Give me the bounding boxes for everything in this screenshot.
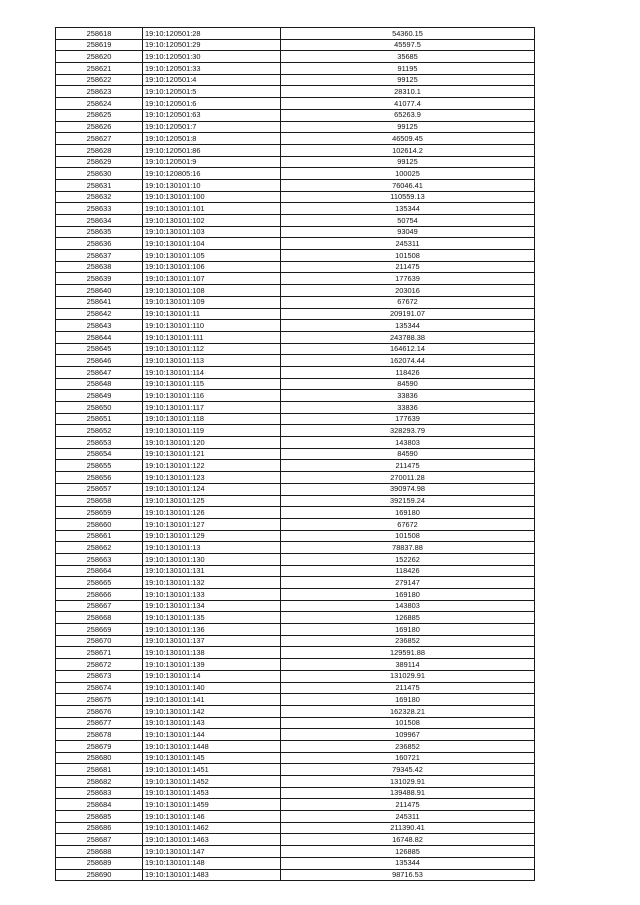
value-cell: 126885 <box>281 846 535 858</box>
row-id-cell: 258643 <box>56 320 143 332</box>
cadastral-number-cell: 19:10:120501:6 <box>143 98 281 110</box>
row-id-cell: 258660 <box>56 518 143 530</box>
value-cell: 177639 <box>281 413 535 425</box>
table-row <box>56 179 535 191</box>
cadastral-number-cell: 19:10:130101:107 <box>143 273 281 285</box>
data-table <box>55 27 535 881</box>
cadastral-number-cell: 19:10:130101:10 <box>143 179 281 191</box>
row-id-cell: 258653 <box>56 437 143 449</box>
row-id-cell: 258688 <box>56 846 143 858</box>
row-id-cell: 258683 <box>56 787 143 799</box>
table-row <box>56 250 535 262</box>
value-cell: 162074.44 <box>281 355 535 367</box>
table-row <box>56 857 535 869</box>
cadastral-number-cell: 19:10:130101:126 <box>143 507 281 519</box>
value-cell: 67672 <box>281 296 535 308</box>
table-row <box>56 203 535 215</box>
value-cell: 84590 <box>281 378 535 390</box>
value-cell: 169180 <box>281 507 535 519</box>
row-id-cell: 258675 <box>56 694 143 706</box>
value-cell: 211475 <box>281 682 535 694</box>
table-row <box>56 518 535 530</box>
row-id-cell: 258681 <box>56 764 143 776</box>
cadastral-number-cell: 19:10:130101:124 <box>143 483 281 495</box>
value-cell: 135344 <box>281 857 535 869</box>
cadastral-number-cell: 19:10:130101:104 <box>143 238 281 250</box>
table-row <box>56 635 535 647</box>
value-cell: 67672 <box>281 518 535 530</box>
value-cell: 100025 <box>281 168 535 180</box>
cadastral-number-cell: 19:10:130101:110 <box>143 320 281 332</box>
value-cell: 328293.79 <box>281 425 535 437</box>
value-cell: 169180 <box>281 624 535 636</box>
table-row <box>56 437 535 449</box>
row-id-cell: 258657 <box>56 483 143 495</box>
table-row <box>56 109 535 121</box>
table-row <box>56 495 535 507</box>
cadastral-number-cell: 19:10:120501:86 <box>143 144 281 156</box>
value-cell: 78837.88 <box>281 542 535 554</box>
cadastral-number-cell: 19:10:120501:30 <box>143 51 281 63</box>
table-row <box>56 402 535 414</box>
cadastral-number-cell: 19:10:120501:5 <box>143 86 281 98</box>
value-cell: 102614.2 <box>281 144 535 156</box>
cadastral-number-cell: 19:10:130101:114 <box>143 366 281 378</box>
cadastral-number-cell: 19:10:130101:125 <box>143 495 281 507</box>
cadastral-number-cell: 19:10:130101:139 <box>143 659 281 671</box>
table-row <box>56 729 535 741</box>
table-row <box>56 413 535 425</box>
value-cell: 169180 <box>281 694 535 706</box>
row-id-cell: 258618 <box>56 28 143 40</box>
cadastral-number-cell: 19:10:130101:145 <box>143 752 281 764</box>
value-cell: 101508 <box>281 530 535 542</box>
cadastral-number-cell: 19:10:130101:14 <box>143 670 281 682</box>
cadastral-number-cell: 19:10:120501:9 <box>143 156 281 168</box>
table-row <box>56 215 535 227</box>
cadastral-number-cell: 19:10:130101:118 <box>143 413 281 425</box>
value-cell: 28310.1 <box>281 86 535 98</box>
row-id-cell: 258638 <box>56 261 143 273</box>
cadastral-number-cell: 19:10:130101:138 <box>143 647 281 659</box>
cadastral-number-cell: 19:10:130101:1451 <box>143 764 281 776</box>
value-cell: 33836 <box>281 390 535 402</box>
row-id-cell: 258652 <box>56 425 143 437</box>
row-id-cell: 258679 <box>56 740 143 752</box>
cadastral-number-cell: 19:10:130101:102 <box>143 215 281 227</box>
row-id-cell: 258654 <box>56 448 143 460</box>
row-id-cell: 258622 <box>56 74 143 86</box>
value-cell: 152262 <box>281 553 535 565</box>
value-cell: 91195 <box>281 63 535 75</box>
cadastral-number-cell: 19:10:130101:1452 <box>143 776 281 788</box>
row-id-cell: 258686 <box>56 822 143 834</box>
table-row <box>56 226 535 238</box>
value-cell: 211475 <box>281 261 535 273</box>
table-row <box>56 144 535 156</box>
cadastral-number-cell: 19:10:130101:11 <box>143 308 281 320</box>
cadastral-number-cell: 19:10:130101:121 <box>143 448 281 460</box>
value-cell: 65263.9 <box>281 109 535 121</box>
row-id-cell: 258647 <box>56 366 143 378</box>
row-id-cell: 258659 <box>56 507 143 519</box>
cadastral-number-cell: 19:10:130101:122 <box>143 460 281 472</box>
table-row <box>56 530 535 542</box>
cadastral-number-cell: 19:10:130101:134 <box>143 600 281 612</box>
value-cell: 139488.91 <box>281 787 535 799</box>
row-id-cell: 258650 <box>56 402 143 414</box>
cadastral-number-cell: 19:10:130101:101 <box>143 203 281 215</box>
value-cell: 211390.41 <box>281 822 535 834</box>
table-row <box>56 483 535 495</box>
value-cell: 45597.5 <box>281 39 535 51</box>
row-id-cell: 258649 <box>56 390 143 402</box>
table-row <box>56 86 535 98</box>
cadastral-number-cell: 19:10:130101:142 <box>143 705 281 717</box>
row-id-cell: 258666 <box>56 589 143 601</box>
row-id-cell: 258667 <box>56 600 143 612</box>
value-cell: 164612.14 <box>281 343 535 355</box>
table-row <box>56 168 535 180</box>
table-row <box>56 191 535 203</box>
table-row <box>56 670 535 682</box>
value-cell: 50754 <box>281 215 535 227</box>
table-row <box>56 355 535 367</box>
value-cell: 99125 <box>281 121 535 133</box>
row-id-cell: 258658 <box>56 495 143 507</box>
cadastral-number-cell: 19:10:130101:116 <box>143 390 281 402</box>
value-cell: 160721 <box>281 752 535 764</box>
row-id-cell: 258639 <box>56 273 143 285</box>
cadastral-number-cell: 19:10:130101:108 <box>143 285 281 297</box>
row-id-cell: 258640 <box>56 285 143 297</box>
cadastral-number-cell: 19:10:120501:28 <box>143 28 281 40</box>
value-cell: 84590 <box>281 448 535 460</box>
row-id-cell: 258634 <box>56 215 143 227</box>
table-row <box>56 740 535 752</box>
table-row <box>56 39 535 51</box>
row-id-cell: 258632 <box>56 191 143 203</box>
row-id-cell: 258655 <box>56 460 143 472</box>
row-id-cell: 258636 <box>56 238 143 250</box>
value-cell: 392159.24 <box>281 495 535 507</box>
cadastral-number-cell: 19:10:130101:1453 <box>143 787 281 799</box>
value-cell: 126885 <box>281 612 535 624</box>
value-cell: 16748.82 <box>281 834 535 846</box>
row-id-cell: 258656 <box>56 472 143 484</box>
value-cell: 245311 <box>281 811 535 823</box>
cadastral-number-cell: 19:10:130101:132 <box>143 577 281 589</box>
row-id-cell: 258661 <box>56 530 143 542</box>
row-id-cell: 258637 <box>56 250 143 262</box>
cadastral-number-cell: 19:10:130101:105 <box>143 250 281 262</box>
cadastral-number-cell: 19:10:130101:1483 <box>143 869 281 881</box>
row-id-cell: 258651 <box>56 413 143 425</box>
cadastral-number-cell: 19:10:130101:146 <box>143 811 281 823</box>
cadastral-number-cell: 19:10:120501:33 <box>143 63 281 75</box>
cadastral-number-cell: 19:10:120501:7 <box>143 121 281 133</box>
row-id-cell: 258630 <box>56 168 143 180</box>
cadastral-number-cell: 19:10:130101:112 <box>143 343 281 355</box>
cadastral-number-cell: 19:10:130101:148 <box>143 857 281 869</box>
table-row <box>56 296 535 308</box>
table-row <box>56 577 535 589</box>
table-row <box>56 624 535 636</box>
value-cell: 236852 <box>281 740 535 752</box>
value-cell: 99125 <box>281 74 535 86</box>
table-row <box>56 366 535 378</box>
row-id-cell: 258687 <box>56 834 143 846</box>
value-cell: 101508 <box>281 717 535 729</box>
value-cell: 76046.41 <box>281 179 535 191</box>
table-row <box>56 390 535 402</box>
row-id-cell: 258646 <box>56 355 143 367</box>
value-cell: 143803 <box>281 437 535 449</box>
table-row <box>56 694 535 706</box>
cadastral-number-cell: 19:10:130101:113 <box>143 355 281 367</box>
cadastral-number-cell: 19:10:130101:1448 <box>143 740 281 752</box>
cadastral-number-cell: 19:10:130101:129 <box>143 530 281 542</box>
cadastral-number-cell: 19:10:130101:135 <box>143 612 281 624</box>
table-row <box>56 717 535 729</box>
row-id-cell: 258625 <box>56 109 143 121</box>
row-id-cell: 258627 <box>56 133 143 145</box>
table-row <box>56 133 535 145</box>
cadastral-number-cell: 19:10:120805:16 <box>143 168 281 180</box>
table-row <box>56 261 535 273</box>
cadastral-number-cell: 19:10:130101:100 <box>143 191 281 203</box>
table-row <box>56 834 535 846</box>
cadastral-number-cell: 19:10:130101:109 <box>143 296 281 308</box>
value-cell: 93049 <box>281 226 535 238</box>
value-cell: 118426 <box>281 366 535 378</box>
value-cell: 79345.42 <box>281 764 535 776</box>
row-id-cell: 258677 <box>56 717 143 729</box>
cadastral-number-cell: 19:10:130101:141 <box>143 694 281 706</box>
value-cell: 131029.91 <box>281 776 535 788</box>
table-row <box>56 98 535 110</box>
cadastral-number-cell: 19:10:120501:29 <box>143 39 281 51</box>
row-id-cell: 258682 <box>56 776 143 788</box>
value-cell: 110559.13 <box>281 191 535 203</box>
row-id-cell: 258673 <box>56 670 143 682</box>
value-cell: 390974.98 <box>281 483 535 495</box>
value-cell: 270011.28 <box>281 472 535 484</box>
table-row <box>56 320 535 332</box>
cadastral-number-cell: 19:10:130101:123 <box>143 472 281 484</box>
row-id-cell: 258684 <box>56 799 143 811</box>
table-row <box>56 682 535 694</box>
row-id-cell: 258629 <box>56 156 143 168</box>
value-cell: 279147 <box>281 577 535 589</box>
cadastral-number-cell: 19:10:130101:117 <box>143 402 281 414</box>
table-row <box>56 600 535 612</box>
row-id-cell: 258690 <box>56 869 143 881</box>
cadastral-number-cell: 19:10:130101:103 <box>143 226 281 238</box>
table-row <box>56 51 535 63</box>
row-id-cell: 258664 <box>56 565 143 577</box>
row-id-cell: 258645 <box>56 343 143 355</box>
cadastral-number-cell: 19:10:130101:106 <box>143 261 281 273</box>
table-row <box>56 507 535 519</box>
cadastral-number-cell: 19:10:130101:119 <box>143 425 281 437</box>
value-cell: 211475 <box>281 799 535 811</box>
cadastral-number-cell: 19:10:120501:4 <box>143 74 281 86</box>
table-row <box>56 846 535 858</box>
table-row <box>56 822 535 834</box>
row-id-cell: 258669 <box>56 624 143 636</box>
table-row <box>56 343 535 355</box>
value-cell: 135344 <box>281 203 535 215</box>
row-id-cell: 258680 <box>56 752 143 764</box>
cadastral-number-cell: 19:10:130101:127 <box>143 518 281 530</box>
cadastral-number-cell: 19:10:130101:13 <box>143 542 281 554</box>
row-id-cell: 258662 <box>56 542 143 554</box>
table-row <box>56 705 535 717</box>
value-cell: 46509.45 <box>281 133 535 145</box>
value-cell: 203016 <box>281 285 535 297</box>
row-id-cell: 258642 <box>56 308 143 320</box>
cadastral-number-cell: 19:10:130101:1463 <box>143 834 281 846</box>
table-row <box>56 811 535 823</box>
row-id-cell: 258633 <box>56 203 143 215</box>
row-id-cell: 258641 <box>56 296 143 308</box>
value-cell: 101508 <box>281 250 535 262</box>
row-id-cell: 258665 <box>56 577 143 589</box>
row-id-cell: 258619 <box>56 39 143 51</box>
table-row <box>56 238 535 250</box>
value-cell: 118426 <box>281 565 535 577</box>
table-row <box>56 565 535 577</box>
row-id-cell: 258620 <box>56 51 143 63</box>
value-cell: 143803 <box>281 600 535 612</box>
table-row <box>56 121 535 133</box>
table-row <box>56 156 535 168</box>
value-cell: 109967 <box>281 729 535 741</box>
cadastral-number-cell: 19:10:130101:143 <box>143 717 281 729</box>
row-id-cell: 258631 <box>56 179 143 191</box>
table-row <box>56 589 535 601</box>
table-row <box>56 659 535 671</box>
row-id-cell: 258621 <box>56 63 143 75</box>
value-cell: 211475 <box>281 460 535 472</box>
table-row <box>56 472 535 484</box>
table-row <box>56 553 535 565</box>
value-cell: 177639 <box>281 273 535 285</box>
cadastral-number-cell: 19:10:130101:136 <box>143 624 281 636</box>
value-cell: 98716.53 <box>281 869 535 881</box>
table-row <box>56 448 535 460</box>
table-row <box>56 764 535 776</box>
table-row <box>56 542 535 554</box>
row-id-cell: 258663 <box>56 553 143 565</box>
row-id-cell: 258624 <box>56 98 143 110</box>
table-row <box>56 308 535 320</box>
table-row <box>56 74 535 86</box>
cadastral-number-cell: 19:10:130101:131 <box>143 565 281 577</box>
value-cell: 236852 <box>281 635 535 647</box>
row-id-cell: 258672 <box>56 659 143 671</box>
table-row <box>56 799 535 811</box>
table-row <box>56 752 535 764</box>
value-cell: 209191.07 <box>281 308 535 320</box>
table-row <box>56 63 535 75</box>
table-row <box>56 425 535 437</box>
table-row <box>56 869 535 881</box>
cadastral-number-cell: 19:10:130101:120 <box>143 437 281 449</box>
value-cell: 131029.91 <box>281 670 535 682</box>
value-cell: 99125 <box>281 156 535 168</box>
cadastral-number-cell: 19:10:130101:1462 <box>143 822 281 834</box>
table-row <box>56 273 535 285</box>
table-row <box>56 787 535 799</box>
row-id-cell: 258668 <box>56 612 143 624</box>
cadastral-number-cell: 19:10:130101:111 <box>143 331 281 343</box>
table-row <box>56 460 535 472</box>
cadastral-number-cell: 19:10:130101:140 <box>143 682 281 694</box>
cadastral-number-cell: 19:10:130101:130 <box>143 553 281 565</box>
row-id-cell: 258689 <box>56 857 143 869</box>
row-id-cell: 258674 <box>56 682 143 694</box>
value-cell: 162328.21 <box>281 705 535 717</box>
row-id-cell: 258623 <box>56 86 143 98</box>
table-row <box>56 776 535 788</box>
cadastral-number-cell: 19:10:130101:147 <box>143 846 281 858</box>
value-cell: 129591.88 <box>281 647 535 659</box>
row-id-cell: 258678 <box>56 729 143 741</box>
value-cell: 33836 <box>281 402 535 414</box>
row-id-cell: 258685 <box>56 811 143 823</box>
row-id-cell: 258648 <box>56 378 143 390</box>
value-cell: 245311 <box>281 238 535 250</box>
table-row <box>56 647 535 659</box>
row-id-cell: 258671 <box>56 647 143 659</box>
value-cell: 389114 <box>281 659 535 671</box>
row-id-cell: 258670 <box>56 635 143 647</box>
row-id-cell: 258676 <box>56 705 143 717</box>
table-row <box>56 28 535 40</box>
cadastral-number-cell: 19:10:130101:137 <box>143 635 281 647</box>
table-row <box>56 378 535 390</box>
cadastral-number-cell: 19:10:130101:133 <box>143 589 281 601</box>
value-cell: 35685 <box>281 51 535 63</box>
row-id-cell: 258644 <box>56 331 143 343</box>
cadastral-number-cell: 19:10:130101:115 <box>143 378 281 390</box>
cadastral-number-cell: 19:10:130101:1459 <box>143 799 281 811</box>
value-cell: 54360.15 <box>281 28 535 40</box>
value-cell: 243788.38 <box>281 331 535 343</box>
value-cell: 41077.4 <box>281 98 535 110</box>
value-cell: 169180 <box>281 589 535 601</box>
cadastral-number-cell: 19:10:120501:63 <box>143 109 281 121</box>
table-row <box>56 331 535 343</box>
cadastral-number-cell: 19:10:130101:144 <box>143 729 281 741</box>
row-id-cell: 258635 <box>56 226 143 238</box>
value-cell: 135344 <box>281 320 535 332</box>
row-id-cell: 258626 <box>56 121 143 133</box>
table-row <box>56 612 535 624</box>
table-body <box>56 28 535 881</box>
table-row <box>56 285 535 297</box>
cadastral-number-cell: 19:10:120501:8 <box>143 133 281 145</box>
row-id-cell: 258628 <box>56 144 143 156</box>
